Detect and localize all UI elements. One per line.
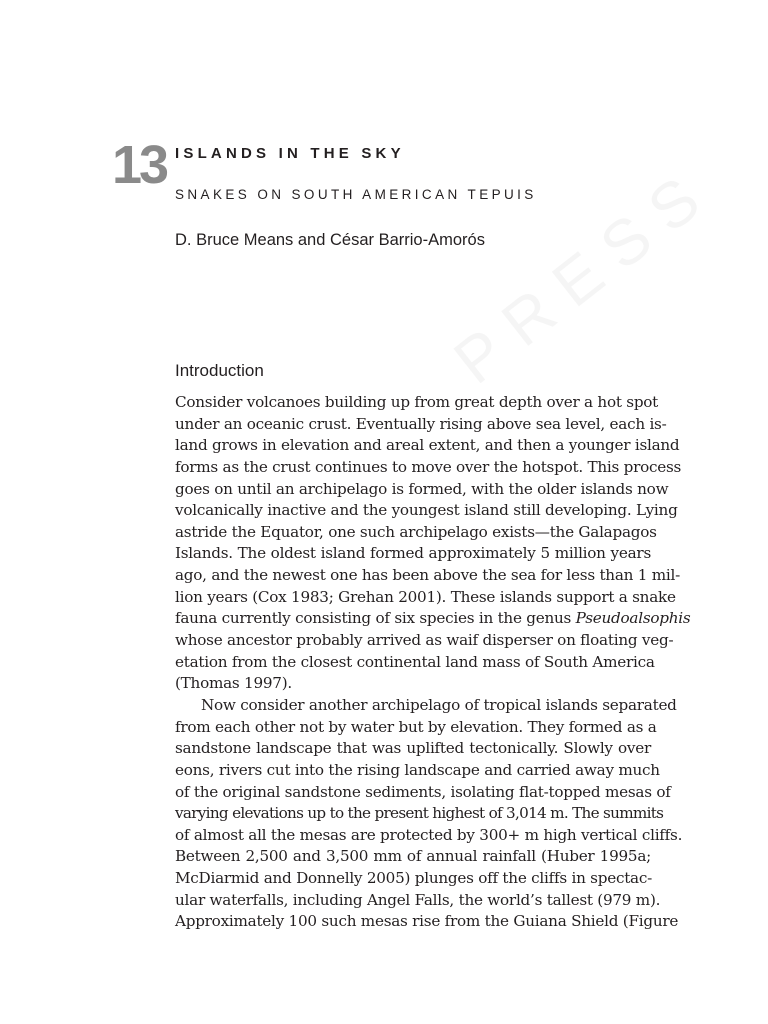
text-line: from each other not by water but by elevation. They formed as a: [175, 717, 657, 736]
text-line: lion years (Cox 1983; Grehan 2001). These islands support a snake: [175, 587, 676, 606]
text-line: eons, rivers cut into the rising landscape and carried away much: [175, 760, 660, 779]
text-line: (Thomas 1997).: [175, 674, 292, 693]
text-line: Now consider another archipelago of tropical islands separated: [201, 695, 677, 714]
text-line: astride the Equator, one such archipelago exists—the Galapagos: [175, 522, 657, 541]
section-heading: Introduction: [175, 361, 264, 380]
text-line: etation from the closest continental land mass of South America: [175, 652, 655, 671]
chapter-authors: D. Bruce Means and César Barrio-Amorós: [175, 231, 485, 249]
text-line: of the original sandstone sediments, isolating flat-topped mesas of: [175, 782, 671, 801]
text-line: of almost all the mesas are protected by 300+ m high vertical cliffs.: [175, 825, 683, 844]
text-line: Islands. The oldest island formed approximately 5 million years: [175, 544, 651, 563]
text-line: McDiarmid and Donnelly 2005) plunges off the cliffs in spectac-: [175, 869, 652, 888]
text-line: goes on until an archipelago is formed, with the older islands now: [175, 479, 669, 498]
text-line: [175, 608, 691, 630]
text-line: ago, and the newest one has been above the sea for less than 1 mil-: [175, 566, 680, 585]
text-line: Consider volcanoes building up from great depth over a hot spot: [175, 393, 659, 411]
text-line: volcanically inactive and the youngest island still developing. Lying: [175, 501, 678, 520]
chapter-number: 13: [112, 135, 167, 195]
text-line: land grows in elevation and areal extent, and then a younger island: [175, 436, 680, 455]
text-line: Approximately 100 such mesas rise from the Guiana Shield (Figure: [175, 912, 679, 931]
text-line: ular waterfalls, including Angel Falls, the world’s tallest (979 m).: [175, 890, 661, 909]
text-line: Between 2,500 and 3,500 mm of annual rainfall (Huber 1995a;: [175, 847, 651, 866]
text-line: varying elevations up to the present highest of 3,014 m. The summits: [175, 804, 664, 823]
text-line: whose ancestor probably arrived as waif disperser on floating veg-: [175, 631, 674, 650]
text-line: under an oceanic crust. Eventually rising above sea level, each is-: [175, 414, 667, 433]
body-text: [175, 392, 691, 933]
chapter-title: ISLANDS IN THE SKY: [175, 145, 405, 162]
text-line: forms as the crust continues to move over the hotspot. This process: [175, 457, 682, 476]
text-line: sandstone landscape that was uplifted tectonically. Slowly over: [175, 739, 651, 758]
genus-name: Pseudoalsophis: [575, 609, 691, 628]
text-segment: fauna currently consisting of six species in the genus: [175, 609, 576, 628]
chapter-subtitle: SNAKES ON SOUTH AMERICAN TEPUIS: [175, 187, 537, 202]
